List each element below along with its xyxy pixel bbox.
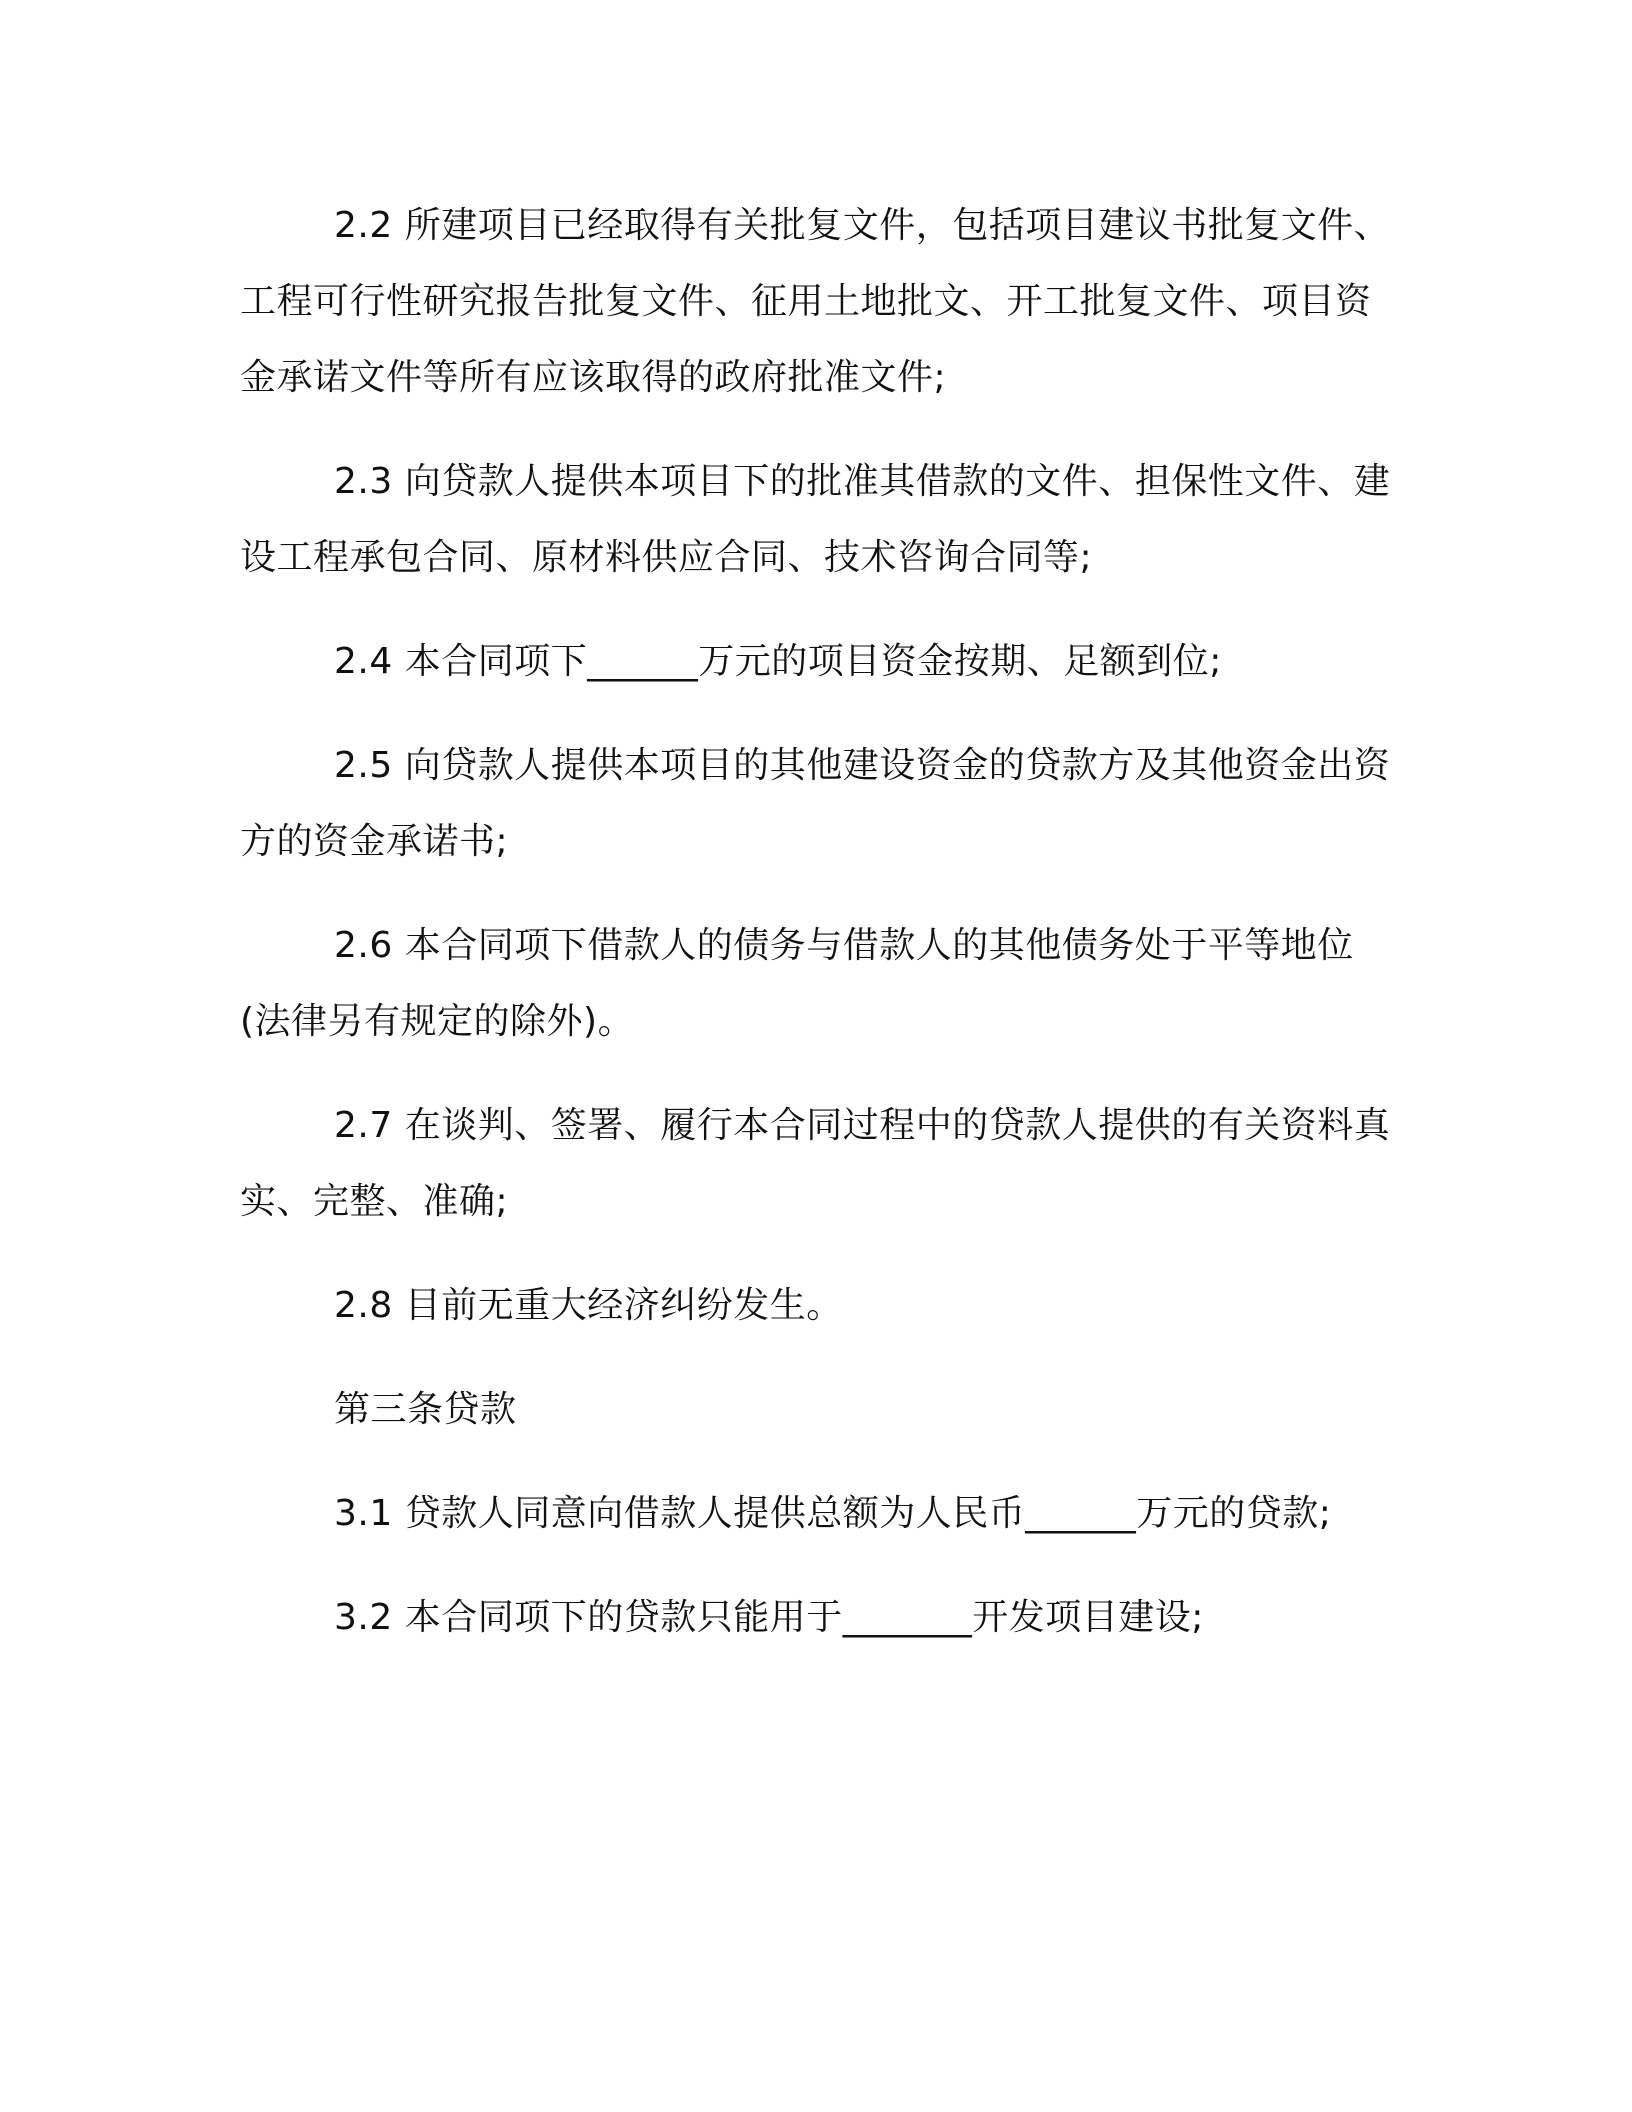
paragraph-2-2: 2.2 所建项目已经取得有关批复文件，包括项目建议书批复文件、工程可行性研究报告批复文件、征用土地批文、开工批复文件、项目资金承诺文件等所有应该取得的政府批准文件; bbox=[240, 205, 1391, 398]
paragraph-3-2: 3.2 本合同项下的贷款只能用于_______开发项目建设; bbox=[334, 1597, 1204, 1638]
document-page bbox=[240, 188, 1400, 1684]
paragraph-2-6: 2.6 本合同项下借款人的债务与借款人的其他债务处于平等地位(法律另有规定的除外)。 bbox=[240, 925, 1354, 1042]
paragraph-2-7: 2.7 在谈判、签署、履行本合同过程中的贷款人提供的有关资料真实、完整、准确; bbox=[240, 1105, 1391, 1222]
paragraph-3-1: 3.1 贷款人同意向借款人提供总额为人民币______万元的贷款; bbox=[334, 1493, 1332, 1534]
paragraph-2-3: 2.3 向贷款人提供本项目下的批准其借款的文件、担保性文件、建设工程承包合同、原材料供应合同、技术咨询合同等; bbox=[240, 461, 1391, 578]
section-heading-article-3: 第三条贷款 bbox=[334, 1389, 517, 1430]
paragraph-2-8: 2.8 目前无重大经济纠纷发生。 bbox=[334, 1285, 843, 1326]
paragraph-2-5: 2.5 向贷款人提供本项目的其他建设资金的贷款方及其他资金出资方的资金承诺书; bbox=[240, 745, 1391, 862]
paragraph-2-4: 2.4 本合同项下______万元的项目资金按期、足额到位; bbox=[334, 641, 1222, 682]
